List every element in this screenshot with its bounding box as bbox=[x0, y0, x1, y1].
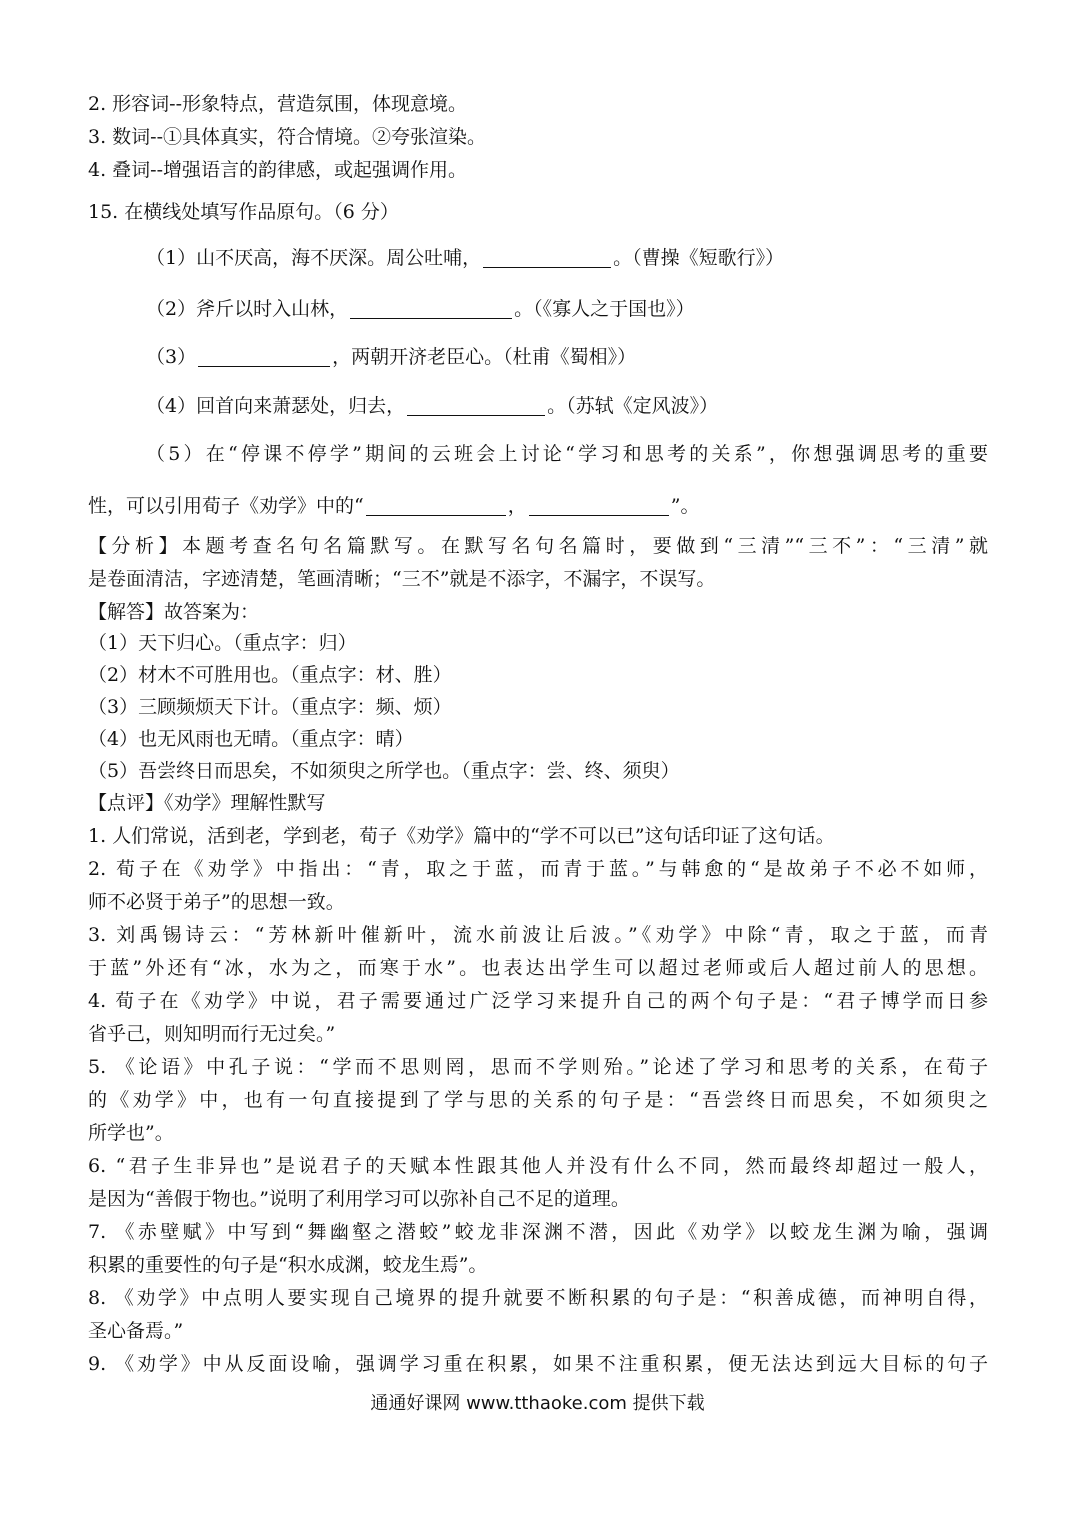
answer-blank[interactable] bbox=[407, 393, 545, 416]
question-item: （2）斧斤以时入山林， 。（《寡人之于国也》） bbox=[146, 298, 695, 320]
answer-blank[interactable] bbox=[198, 344, 330, 367]
answer-item: （2）材木不可胜用也。（重点字：材、胜） bbox=[88, 664, 452, 686]
comment-line: 省乎己，则知明而行无过矣。” bbox=[88, 1023, 336, 1045]
comment-line: 2. 荀子在《劝学》中指出：“青，取之于蓝，而青于蓝。”与韩愈的“是故弟子不必不如师， bbox=[88, 858, 988, 880]
comment-line: 于蓝”外还有“冰，水为之，而寒于水”。也表达出学生可以超过老师或后人超过前人的思想。 bbox=[88, 957, 988, 979]
page-footer: 通通好课网 www.tthaoke.com 提供下载 bbox=[370, 1393, 705, 1414]
tip-line: 4. 叠词--增强语言的韵律感，或起强调作用。 bbox=[88, 159, 468, 181]
comment-line: 9. 《劝学》中从反面设喻，强调学习重在积累，如果不注重积累，便无法达到远大目标的句子 bbox=[88, 1353, 988, 1375]
comment-line: 所学也”。 bbox=[88, 1122, 174, 1144]
question-item-5-cont: 性，可以引用荀子《劝学》中的“ ， ”。 bbox=[88, 495, 700, 517]
answer-item: （5）吾尝终日而思矣，不如须臾之所学也。（重点字：尝、终、须臾） bbox=[88, 760, 680, 782]
answer-heading: 【解答】故答案为： bbox=[88, 601, 260, 623]
question-item: （3） ，两朝开济老臣心。（杜甫《蜀相》） bbox=[146, 346, 637, 368]
comment-line: 的《劝学》中，也有一句直接提到了学与思的关系的句子是：“吾尝终日而思矣，不如须臾之 bbox=[88, 1089, 988, 1111]
answer-item: （1）天下归心。（重点字：归） bbox=[88, 632, 357, 654]
question-item-5: （5）在“停课不停学”期间的云班会上讨论“学习和思考的关系”，你想强调思考的重要 bbox=[146, 443, 988, 465]
comment-line: 4. 荀子在《劝学》中说，君子需要通过广泛学习来提升自己的两个句子是：“君子博学而日参 bbox=[88, 990, 988, 1012]
comment-line: 师不必贤于弟子”的思想一致。 bbox=[88, 891, 345, 913]
tip-line: 3. 数词--①具体真实，符合情境。②夸张渲染。 bbox=[88, 126, 487, 148]
answer-blank[interactable] bbox=[483, 245, 611, 268]
comment-line: 是因为“善假于物也。”说明了利用学习可以弥补自己不足的道理。 bbox=[88, 1188, 630, 1210]
comment-line: 3. 刘禹锡诗云：“芳林新叶催新叶，流水前波让后波。”《劝学》中除“青，取之于蓝，而青 bbox=[88, 924, 988, 946]
analysis-line: 是卷面清洁，字迹清楚，笔画清晰；“三不”就是不添字，不漏字，不误写。 bbox=[88, 568, 716, 590]
question-item: （4）回首向来萧瑟处，归去， 。（苏轼《定风波》） bbox=[146, 395, 719, 417]
comment-line: 5. 《论语》中孔子说：“学而不思则罔，思而不学则殆。”论述了学习和思考的关系，在荀子 bbox=[88, 1056, 988, 1078]
comment-line: 积累的重要性的句子是“积水成渊，蛟龙生焉”。 bbox=[88, 1254, 488, 1276]
tip-line: 2. 形容词--形象特点，营造氛围，体现意境。 bbox=[88, 93, 468, 115]
comment-line: 7. 《赤壁赋》中写到“舞幽壑之潜蛟”蛟龙非深渊不潜，因此《劝学》以蛟龙生渊为喻，强调 bbox=[88, 1221, 988, 1243]
question-title: 15. 在横线处填写作品原句。（6 分） bbox=[88, 201, 399, 223]
analysis-line: 【分析】本题考查名句名篇默写。在默写名句名篇时，要做到“三清”“三不”：“三清”就 bbox=[88, 535, 988, 557]
comment-line: 1. 人们常说，活到老，学到老，荀子《劝学》篇中的“学不可以已”这句话印证了这句话。 bbox=[88, 825, 835, 847]
answer-blank[interactable] bbox=[529, 493, 669, 516]
comment-line: 8. 《劝学》中点明人要实现自己境界的提升就要不断积累的句子是：“积善成德，而神明自得， bbox=[88, 1287, 988, 1309]
answer-blank[interactable] bbox=[366, 493, 506, 516]
comment-line: 6. “君子生非异也”是说君子的天赋本性跟其他人并没有什么不同，然而最终却超过一般人， bbox=[88, 1155, 988, 1177]
comment-line: 圣心备焉。” bbox=[88, 1320, 184, 1342]
question-item: （1）山不厌高，海不厌深。周公吐哺， 。（曹操《短歌行》） bbox=[146, 247, 785, 269]
answer-blank[interactable] bbox=[350, 296, 512, 319]
answer-item: （3）三顾频烦天下计。（重点字：频、烦） bbox=[88, 696, 452, 718]
comment-heading: 【点评】《劝学》理解性默写 bbox=[88, 792, 326, 814]
answer-item: （4）也无风雨也无晴。（重点字：晴） bbox=[88, 728, 414, 750]
